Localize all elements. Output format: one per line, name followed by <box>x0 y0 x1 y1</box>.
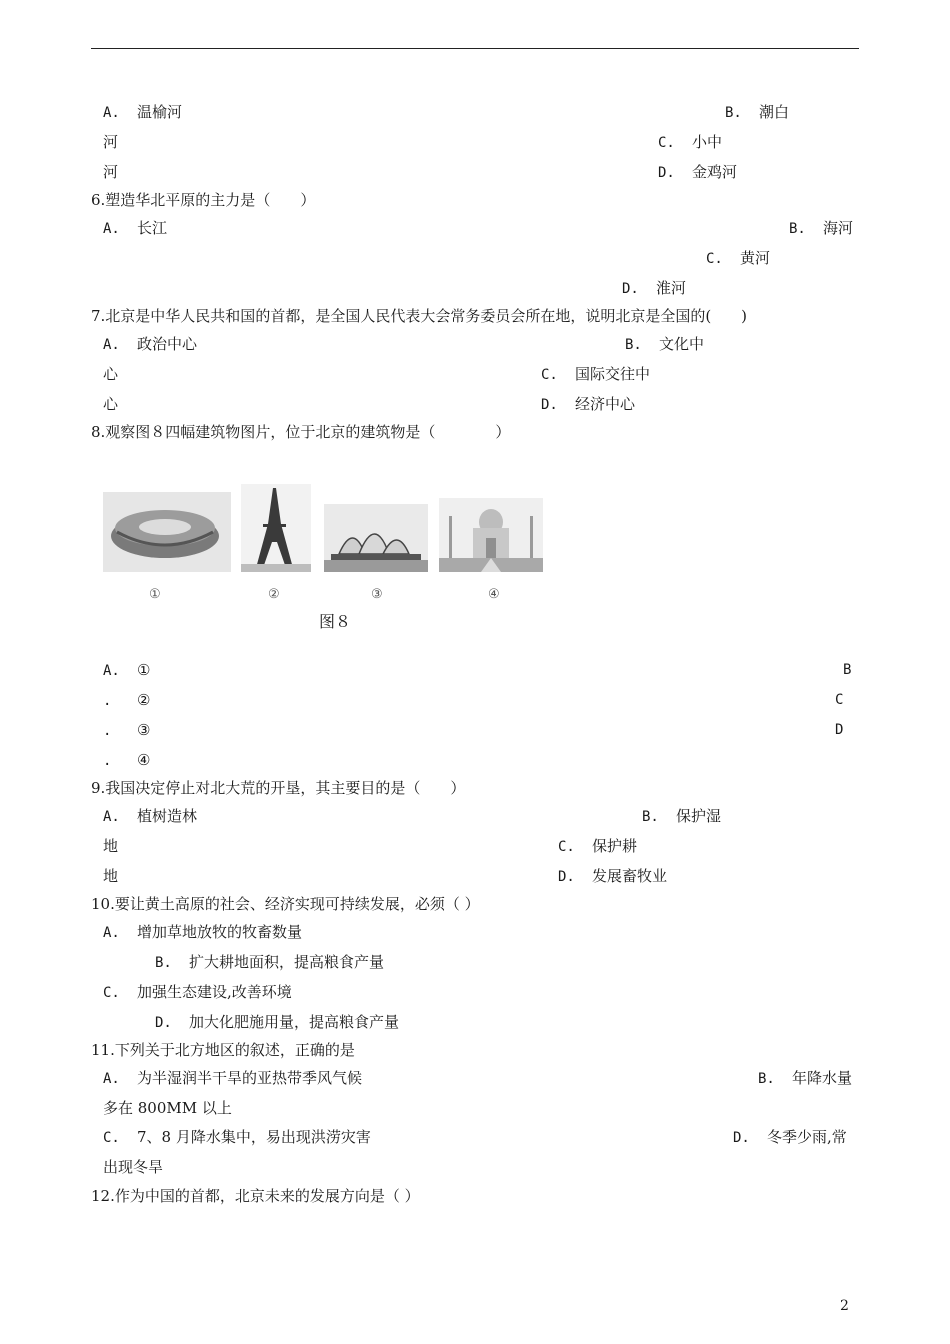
q7-stem: 7.北京是中华人民共和国的首都，是全国人民代表大会常务委员会所在地，说明北京是全国的( ) <box>91 307 748 325</box>
option-text: 文化中 <box>659 335 705 353</box>
option-label: D. <box>622 281 639 297</box>
option-text: 冬季少雨,常 <box>767 1128 847 1146</box>
figure-label-3: ③ <box>371 587 383 602</box>
option-text: ④ <box>137 751 151 769</box>
option-text: 增加草地放牧的牧畜数量 <box>137 923 303 941</box>
option-label: C. <box>103 985 120 1001</box>
q9-stem: 9.我国决定停止对北大荒的开垦，其主要目的是（ ） <box>91 779 466 797</box>
q12-stem: 12.作为中国的首都，北京未来的发展方向是（ ） <box>91 1187 420 1205</box>
option-label: A. <box>103 925 120 941</box>
q10-option-a <box>103 922 302 943</box>
option-label: B. <box>725 105 742 121</box>
option-label: C. <box>103 1130 120 1146</box>
option-label: C. <box>706 251 723 267</box>
q7-option-b-wrap: 心 <box>103 365 119 383</box>
option-dot: . <box>103 753 112 769</box>
option-text: 植树造林 <box>137 807 198 825</box>
q9-option-b-wrap: 地 <box>103 837 119 855</box>
q9-option-a <box>103 806 197 827</box>
q11-option-c <box>103 1127 371 1148</box>
q6-option-a <box>103 218 167 239</box>
q6-stem: 6.塑造华北平原的主力是（ ） <box>91 191 316 209</box>
option-text: ① <box>137 661 151 679</box>
option-label: A. <box>103 1071 120 1087</box>
option-label: A. <box>103 809 120 825</box>
option-label: B. <box>789 221 806 237</box>
photo-birds-nest <box>103 492 231 572</box>
option-text: 加强生态建设,改善环境 <box>137 983 292 1001</box>
q8-option-b-label: B <box>843 662 852 678</box>
q8-option-d-label: D <box>835 722 844 738</box>
option-label: D. <box>541 397 558 413</box>
option-label: B. <box>625 337 642 353</box>
q5-option-c <box>658 132 722 153</box>
option-text: 政治中心 <box>137 335 198 353</box>
q10-stem: 10.要让黄土高原的社会、经济实现可持续发展，必须（ ） <box>91 895 480 913</box>
q9-option-c-wrap: 地 <box>103 867 119 885</box>
option-text: 黄河 <box>740 249 771 267</box>
q7-option-b <box>625 334 704 355</box>
q5-option-b-wrap: 河 <box>103 133 119 151</box>
q5-option-c-wrap: 河 <box>103 163 119 181</box>
option-label: D. <box>733 1130 750 1146</box>
q9-option-d <box>558 866 667 887</box>
option-text: 经济中心 <box>575 395 636 413</box>
figure-8 <box>103 484 553 634</box>
option-text: 长江 <box>137 219 168 237</box>
option-text: 潮白 <box>759 103 790 121</box>
option-label: C. <box>558 839 575 855</box>
q10-option-b <box>155 952 384 973</box>
option-text: 国际交往中 <box>575 365 651 383</box>
page-number: 2 <box>840 1298 849 1314</box>
option-label: A. <box>103 221 120 237</box>
option-text: 保护湿 <box>676 807 722 825</box>
option-text: 保护耕 <box>592 837 638 855</box>
q6-option-c <box>706 248 770 269</box>
q8-option-b <box>103 690 150 711</box>
q6-option-d <box>622 278 686 299</box>
q10-option-d <box>155 1012 399 1033</box>
option-text: 扩大耕地面积，提高粮食产量 <box>189 953 385 971</box>
photo-eiffel-tower <box>241 484 311 572</box>
q11-option-b <box>758 1068 852 1089</box>
photo-opera-house <box>324 504 428 572</box>
q5-option-b <box>725 102 789 123</box>
q7-option-d <box>541 394 635 415</box>
option-dot: . <box>103 693 112 709</box>
q11-option-b-wrap: 多在 800MM 以上 <box>103 1099 232 1117</box>
option-text: 淮河 <box>656 279 687 297</box>
q6-option-b <box>789 218 853 239</box>
option-label: B. <box>642 809 659 825</box>
option-text: 发展畜牧业 <box>592 867 668 885</box>
q7-option-a <box>103 334 197 355</box>
option-label: A. <box>103 105 120 121</box>
q5-option-a <box>103 102 182 123</box>
option-label: A. <box>103 663 120 679</box>
q11-option-d-wrap: 出现冬旱 <box>103 1158 164 1176</box>
q8-option-a <box>103 660 150 681</box>
option-text: 海河 <box>823 219 854 237</box>
option-dot: . <box>103 723 112 739</box>
q7-option-c-wrap: 心 <box>103 395 119 413</box>
option-text: 年降水量 <box>792 1069 853 1087</box>
q5-option-d <box>658 162 737 183</box>
figure-caption: 图８ <box>319 612 352 631</box>
q8-stem: 8.观察图８四幅建筑物图片，位于北京的建筑物是（ ） <box>91 423 511 441</box>
option-text: 温榆河 <box>137 103 183 121</box>
option-text: 金鸡河 <box>692 163 738 181</box>
figure-label-2: ② <box>268 587 280 602</box>
q9-option-c <box>558 836 637 857</box>
figure-label-4: ④ <box>488 587 500 602</box>
q11-option-a <box>103 1068 362 1089</box>
header-rule <box>91 48 859 49</box>
option-text: 7、8 月降水集中，易出现洪涝灾害 <box>137 1128 371 1146</box>
photo-taj-mahal <box>439 498 543 572</box>
q10-option-c <box>103 982 292 1003</box>
q7-option-c <box>541 364 650 385</box>
option-text: ② <box>137 691 151 709</box>
q11-option-d <box>733 1127 847 1148</box>
q8-option-c-label: C <box>835 692 844 708</box>
option-text: 小中 <box>692 133 723 151</box>
option-label: D. <box>658 165 675 181</box>
option-label: B. <box>155 955 172 971</box>
option-label: C. <box>658 135 675 151</box>
q8-option-c <box>103 720 150 741</box>
option-text: 加大化肥施用量，提高粮食产量 <box>189 1013 400 1031</box>
option-label: B. <box>758 1071 775 1087</box>
option-text: ③ <box>137 721 151 739</box>
option-label: C. <box>541 367 558 383</box>
option-label: A. <box>103 337 120 353</box>
figure-label-1: ① <box>149 587 161 602</box>
q9-option-b <box>642 806 721 827</box>
option-label: D. <box>155 1015 172 1031</box>
q8-option-d <box>103 750 150 771</box>
option-label: D. <box>558 869 575 885</box>
option-text: 为半湿润半干旱的亚热带季风气候 <box>137 1069 363 1087</box>
q11-stem: 11.下列关于北方地区的叙述，正确的是 <box>91 1041 355 1059</box>
